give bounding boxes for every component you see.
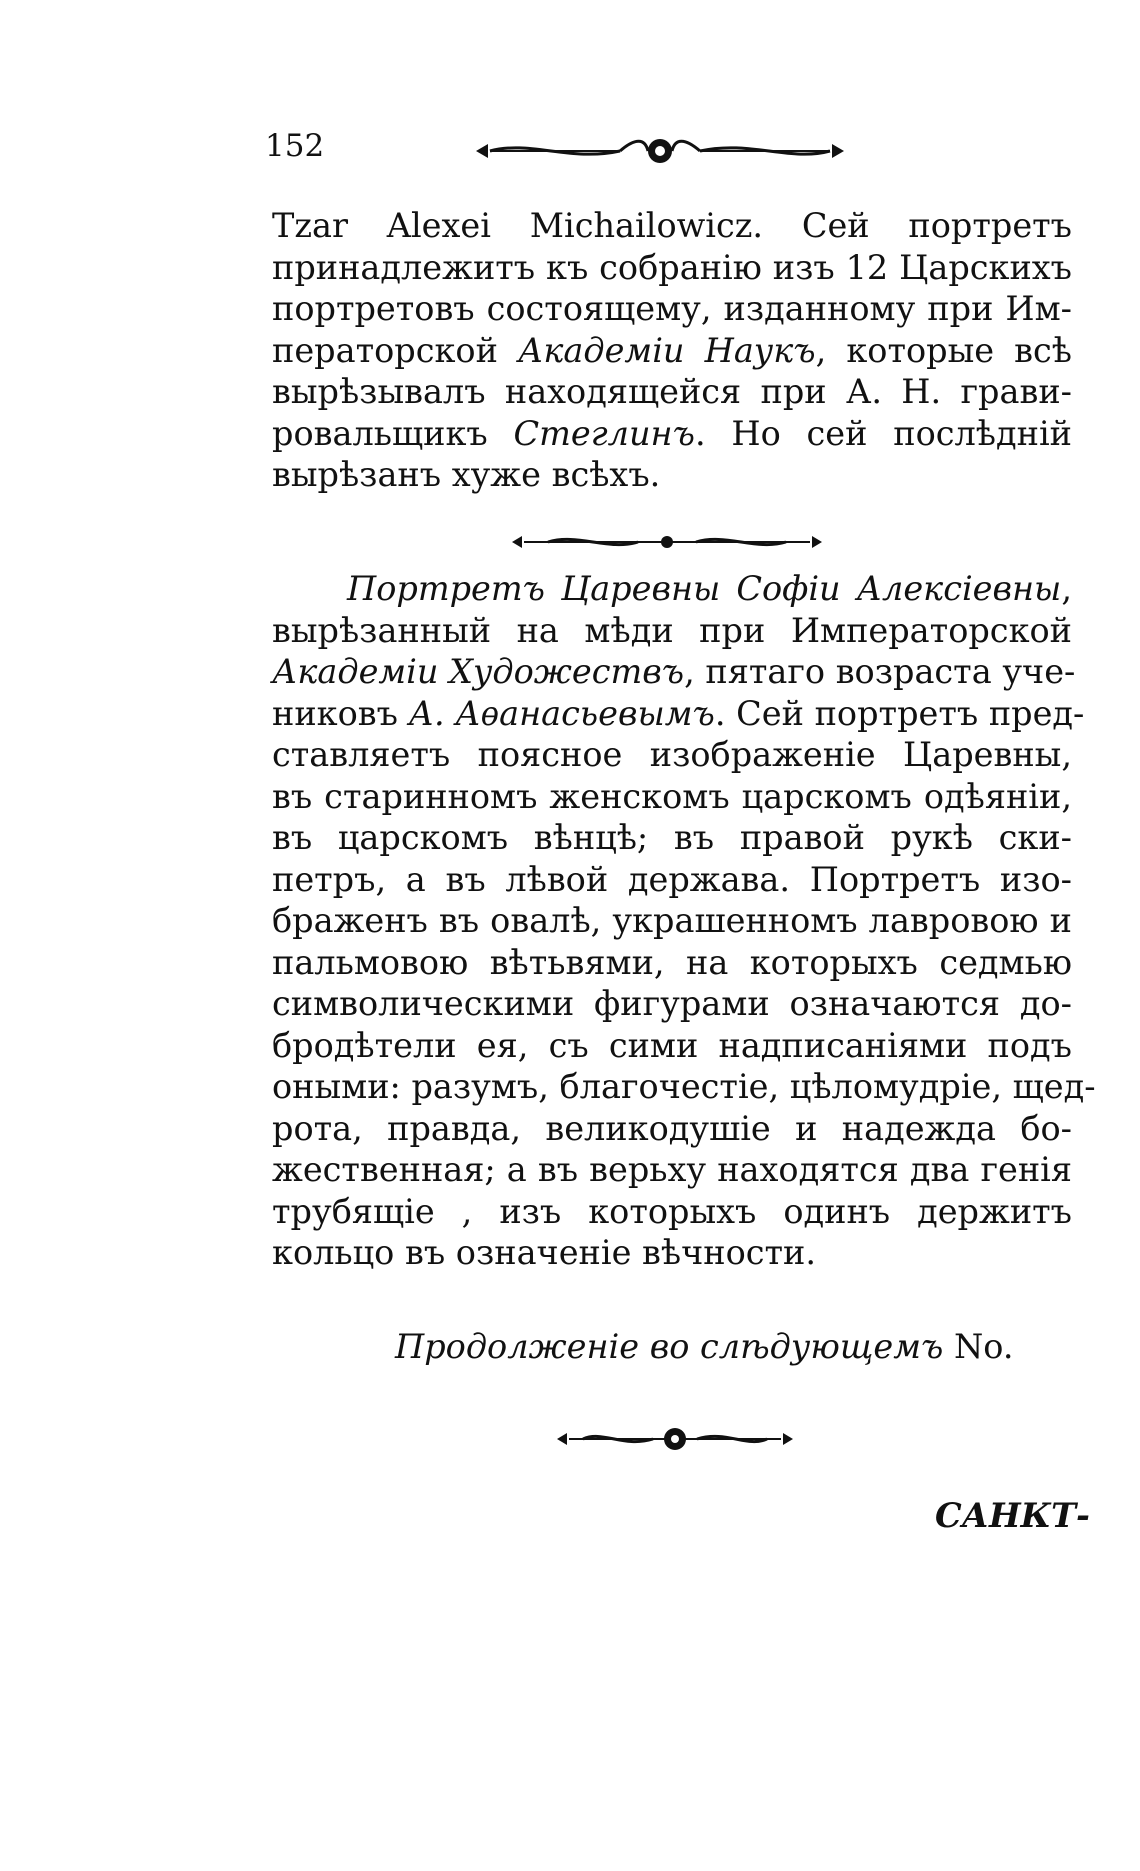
text-line: оными: разумъ, благочестіе, цѣломудріе, щед- bbox=[272, 1067, 1096, 1106]
text-line: рота, правда, великодушіе и надежда бо- bbox=[272, 1108, 1072, 1148]
header-ornament-icon bbox=[470, 138, 850, 164]
text-line: ровальщикъ Стеглинъ. Но сей послѣдній bbox=[272, 413, 1072, 453]
paragraph-1 bbox=[272, 205, 1072, 496]
text-line: трубящіе , изъ которыхъ одинъ держитъ bbox=[272, 1191, 1072, 1231]
continuation-note: Продолженіе во слѣдующемъ No. bbox=[395, 1327, 1014, 1366]
text-line: въ царскомъ вѣнцѣ; въ правой рукѣ ски- bbox=[272, 818, 1072, 857]
text-line: никовъ А. Аѳанасьевымъ. Сей портретъ пред- bbox=[272, 693, 1085, 733]
text-line: вырѣзанный на мѣди при Императорской bbox=[272, 610, 1072, 650]
text-line: жественная; а въ верьху находятся два генія bbox=[272, 1150, 1072, 1189]
text-line: браженъ въ овалѣ, украшенномъ лавровою и bbox=[272, 901, 1072, 940]
text-line: ставляетъ поясное изображеніе Царевны, bbox=[272, 735, 1072, 774]
text-line: Академіи Художествъ, пятаго возраста уче- bbox=[272, 652, 1076, 691]
text-line: петръ, а въ лѣвой держава. Портретъ изо- bbox=[272, 859, 1072, 899]
text-line: пальмовою вѣтьвями, на которыхъ седмью bbox=[272, 942, 1072, 982]
end-ornament-icon bbox=[553, 1426, 797, 1452]
text-line: символическими фигурами означаются до- bbox=[272, 984, 1072, 1023]
page-number: 152 bbox=[265, 128, 325, 164]
catchword: САНКТ- bbox=[935, 1496, 1090, 1535]
divider-ornament-icon bbox=[508, 531, 826, 553]
text-line: принадлежитъ къ собранію изъ 12 Царскихъ bbox=[272, 247, 1072, 287]
text-line: Портретъ Царевны Софіи Алексіевны, bbox=[347, 569, 1072, 608]
text-line: въ старинномъ женскомъ царскомъ одѣяніи, bbox=[272, 776, 1072, 816]
paragraph-2 bbox=[272, 568, 1096, 1274]
text-line: ператорской Академіи Наукъ, которые всѣ bbox=[272, 330, 1073, 370]
text-line: вырѣзанъ хуже всѣхъ. bbox=[272, 455, 661, 494]
text-line: бродѣтели ея, съ сими надписаніями подъ bbox=[272, 1025, 1072, 1065]
text-line: вырѣзывалъ находящейся при А. Н. грави- bbox=[272, 372, 1072, 411]
text-line: Tzar Alexei Michailowicz. Сей портретъ bbox=[272, 206, 1072, 245]
text-line: портретовъ состоящему, изданному при Им- bbox=[272, 289, 1072, 328]
text-line: кольцо въ означеніе вѣчности. bbox=[272, 1233, 817, 1272]
